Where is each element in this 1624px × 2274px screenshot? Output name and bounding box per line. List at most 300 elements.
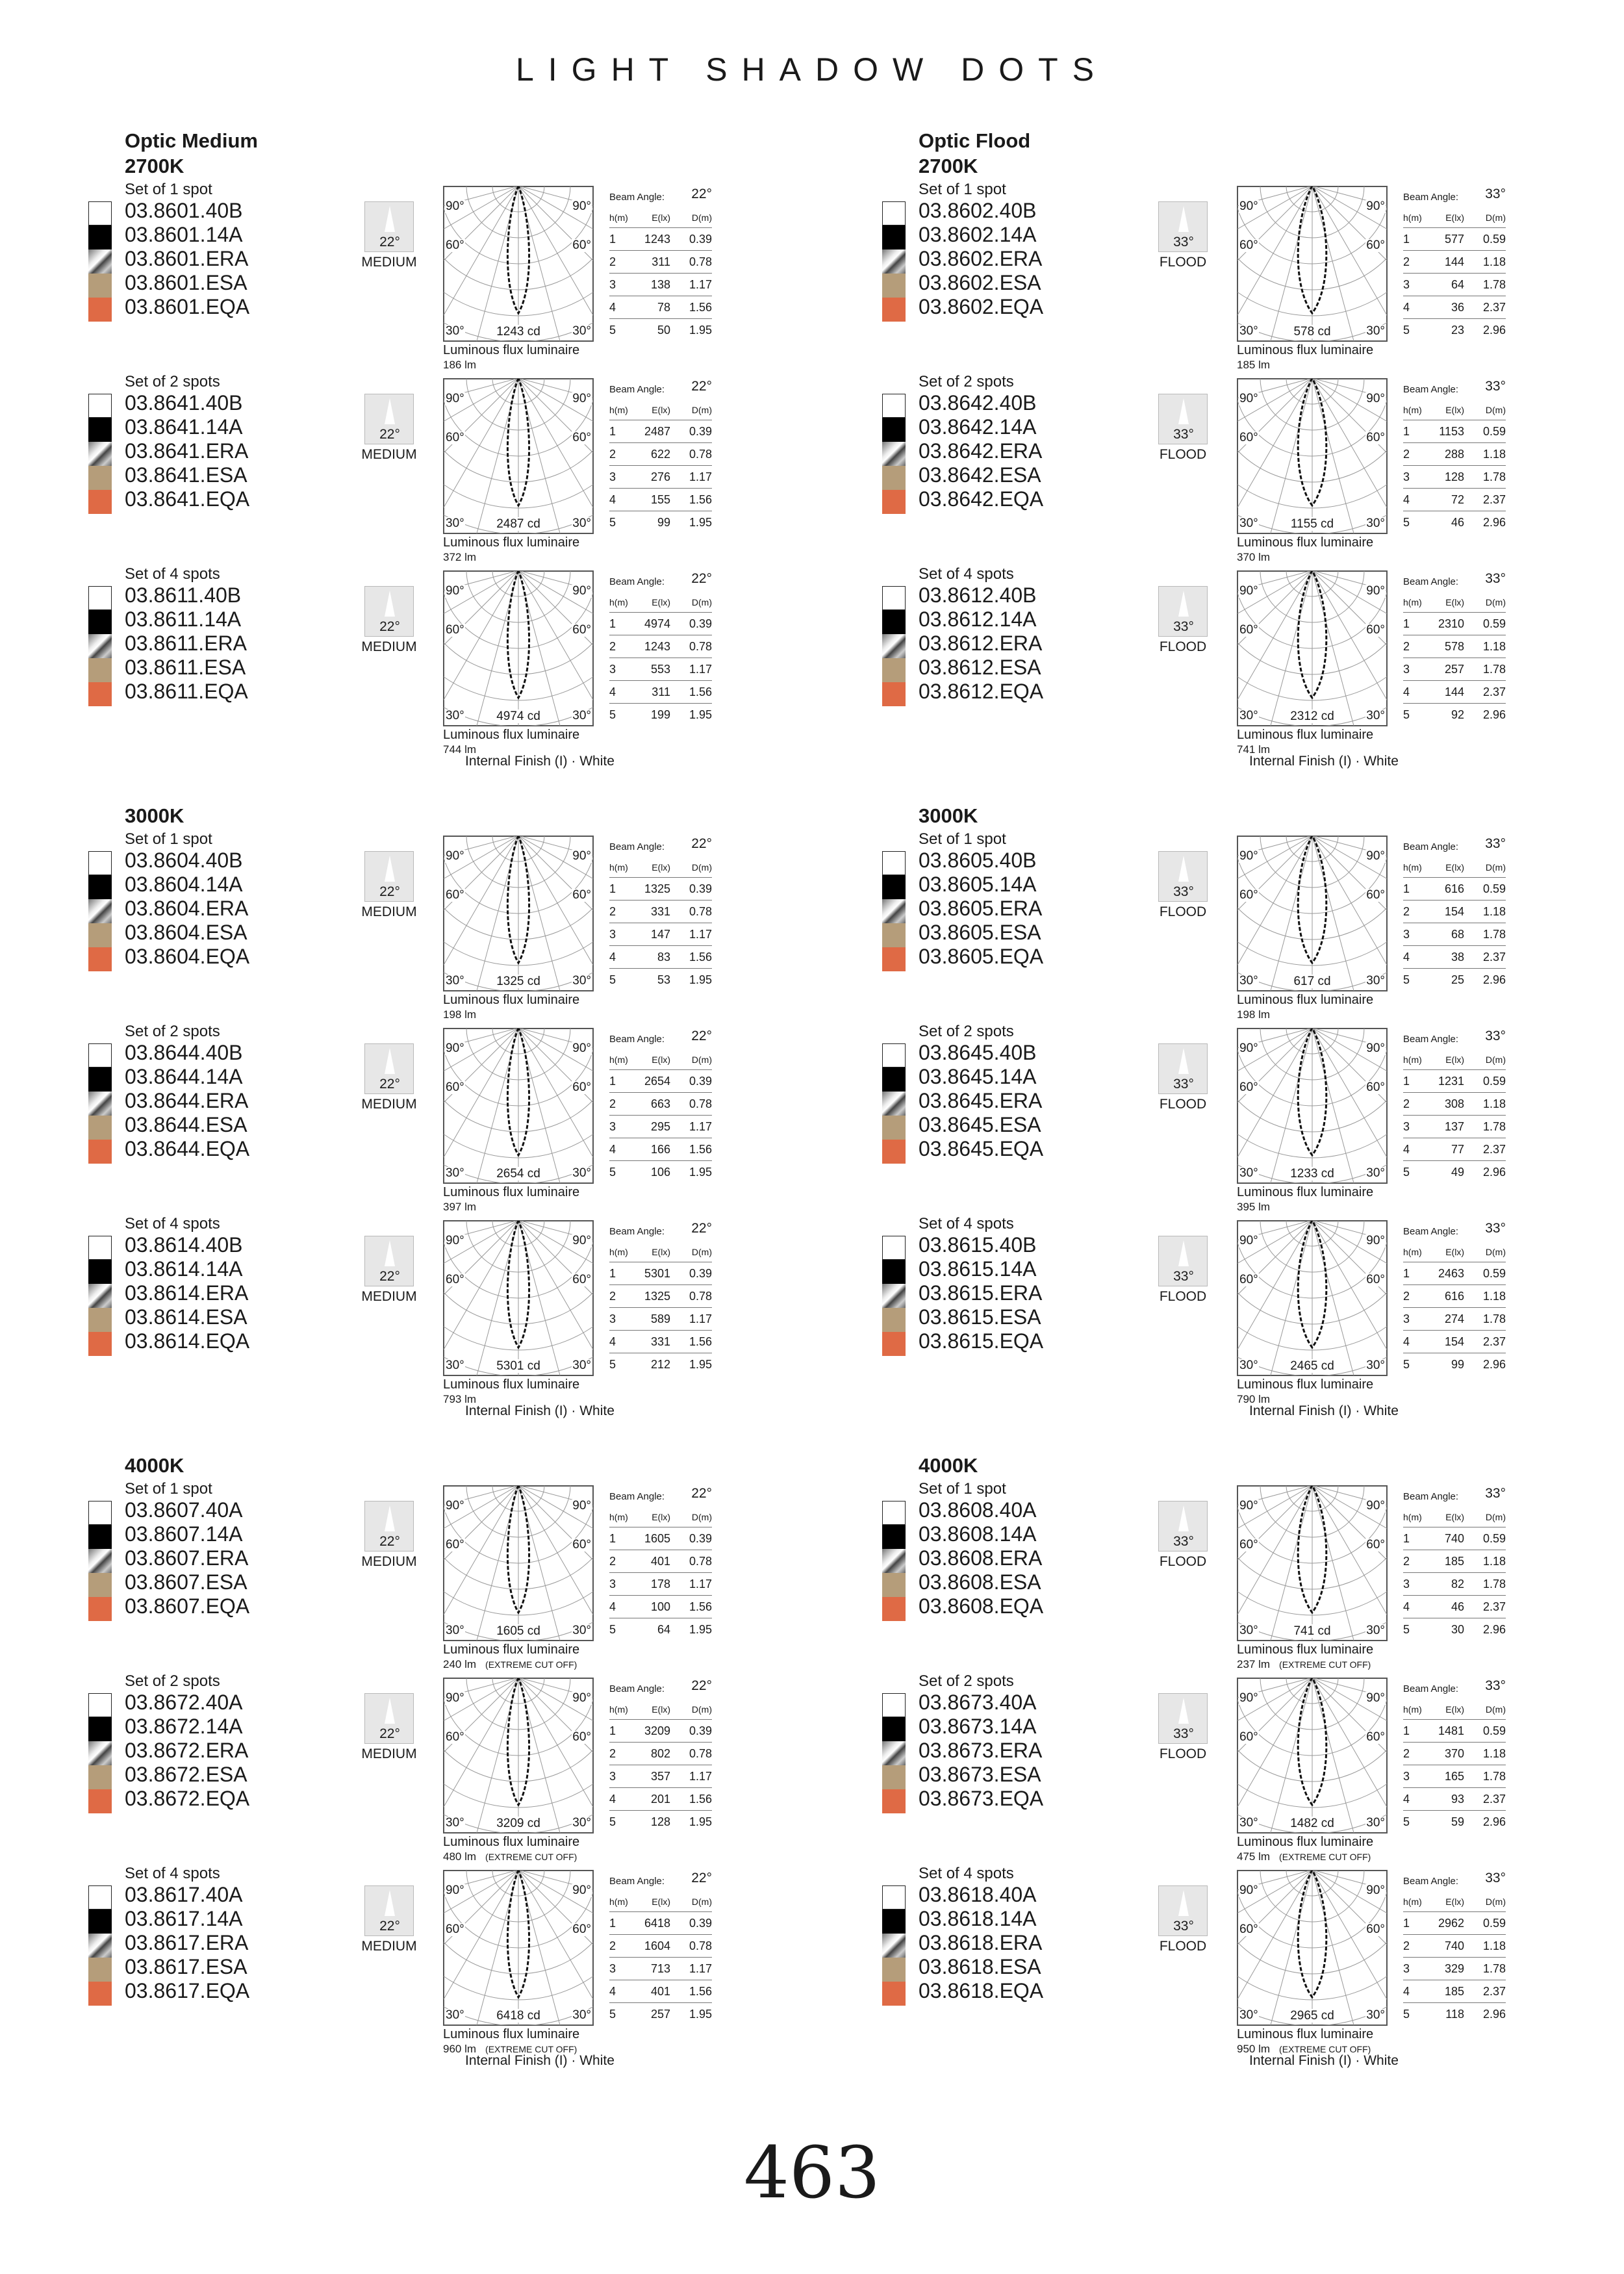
finish-chrome-swatch xyxy=(882,1092,906,1116)
cell-diameter: 0.78 xyxy=(689,905,712,918)
column-header-e: E(lx) xyxy=(1445,1054,1464,1065)
polar-angle-label: 30° xyxy=(446,2008,464,2022)
internal-finish-note: Internal Finish (I) · White xyxy=(1249,2053,1399,2068)
cell-diameter: 0.78 xyxy=(689,1939,712,1952)
finish-gold-swatch xyxy=(882,1958,906,1982)
finish-swatches xyxy=(88,1236,112,1356)
table-row xyxy=(609,1811,712,1833)
product-code: 03.8602.EQA xyxy=(919,295,1044,318)
cell-height: 5 xyxy=(1403,1166,1410,1179)
cell-height: 3 xyxy=(609,278,616,291)
polar-angle-label: 90° xyxy=(1239,392,1258,405)
cell-diameter: 2.37 xyxy=(1482,1600,1506,1613)
cell-illuminance: 311 xyxy=(652,685,670,698)
cell-illuminance: 128 xyxy=(1444,470,1464,483)
polar-angle-label: 30° xyxy=(572,1166,591,1180)
polar-diagram xyxy=(1237,1028,1388,1184)
product-codes xyxy=(125,1233,249,1353)
polar-angle-label: 30° xyxy=(572,2008,591,2022)
cell-illuminance: 370 xyxy=(1444,1747,1464,1760)
polar-angle-label: 30° xyxy=(1366,1816,1385,1830)
table-row xyxy=(609,1070,712,1093)
polar-grid xyxy=(1237,570,1388,726)
product-code: 03.8602.14A xyxy=(919,223,1037,246)
table-row xyxy=(1403,1116,1506,1138)
product-codes xyxy=(125,391,249,511)
cell-illuminance: 72 xyxy=(1451,493,1464,506)
cell-illuminance: 357 xyxy=(650,1770,670,1783)
luminous-flux-value xyxy=(443,1008,476,1021)
finish-chrome-swatch xyxy=(88,1284,112,1308)
finish-black-swatch xyxy=(88,1067,112,1092)
cell-height: 2 xyxy=(609,640,616,653)
finish-orange-swatch xyxy=(88,490,112,514)
polar-angle-label: 90° xyxy=(446,1884,464,1897)
cell-illuminance: 64 xyxy=(1451,278,1464,291)
beam-icon-angle: 22° xyxy=(379,1919,400,1934)
polar-angle-label: 90° xyxy=(572,584,591,598)
light-cone-icon xyxy=(1178,398,1189,424)
luminous-flux-value xyxy=(1237,1850,1371,1863)
cell-diameter: 1.56 xyxy=(689,685,712,698)
finish-gold-swatch xyxy=(882,1116,906,1140)
peak-candela xyxy=(1237,2009,1388,2023)
product-code: 03.8607.ESA xyxy=(125,1570,247,1594)
cell-diameter: 1.95 xyxy=(689,1623,712,1636)
beam-angle-row xyxy=(609,378,712,400)
beam-icon-angle: 33° xyxy=(1173,1726,1194,1741)
cell-height: 1 xyxy=(1403,882,1410,895)
table-row xyxy=(609,251,712,274)
product-code: 03.8673.EQA xyxy=(919,1787,1044,1810)
finish-chrome-swatch xyxy=(88,1741,112,1765)
finish-orange-swatch xyxy=(882,1140,906,1164)
finish-white-swatch xyxy=(882,1501,906,1525)
polar-angle-label: 90° xyxy=(1366,849,1385,863)
spot-set-group xyxy=(36,1672,842,1867)
table-row xyxy=(1403,1912,1506,1935)
cell-diameter: 1.17 xyxy=(689,470,712,483)
spot-set-group xyxy=(830,565,1624,760)
cell-diameter: 1.78 xyxy=(1482,1962,1506,1975)
beam-angle-value: 33° xyxy=(1485,1221,1506,1236)
table-row xyxy=(609,1116,712,1138)
polar-angle-label: 60° xyxy=(572,1730,591,1744)
column-header-e: E(lx) xyxy=(1445,597,1464,607)
polar-angle-label: 30° xyxy=(446,517,464,530)
luminous-flux-value xyxy=(1237,1008,1270,1021)
cell-illuminance: 166 xyxy=(650,1143,670,1156)
cell-illuminance: 68 xyxy=(1451,928,1464,941)
luminous-flux-label: Luminous flux luminaire xyxy=(1237,535,1374,550)
product-code: 03.8607.40A xyxy=(125,1498,243,1522)
product-code: 03.8614.ESA xyxy=(125,1305,247,1329)
beam-angle-value: 33° xyxy=(1485,186,1506,201)
cell-diameter: 2.37 xyxy=(1482,685,1506,698)
spot-set-group xyxy=(36,1023,842,1218)
peak-candela xyxy=(1237,1817,1388,1831)
finish-chrome-swatch xyxy=(88,1549,112,1573)
light-cone-icon xyxy=(385,1505,395,1531)
table-row xyxy=(609,1161,712,1183)
polar-diagram xyxy=(1237,378,1388,534)
polar-diagram xyxy=(443,1485,594,1641)
color-temperature-title: 3000K xyxy=(125,804,184,827)
cell-diameter: 1.56 xyxy=(689,301,712,314)
polar-angle-label: 30° xyxy=(572,1624,591,1637)
peak-candela xyxy=(443,1167,594,1181)
product-code: 03.8614.ERA xyxy=(125,1281,249,1305)
table-row xyxy=(1403,251,1506,274)
cell-height: 2 xyxy=(609,1097,616,1110)
page-title: LIGHT SHADOW DOTS xyxy=(515,51,1108,88)
finish-orange-swatch xyxy=(88,947,112,971)
cell-diameter: 1.78 xyxy=(1482,1120,1506,1133)
column-header-h: h(m) xyxy=(1403,597,1422,607)
luminous-flux-label: Luminous flux luminaire xyxy=(1237,1377,1374,1392)
column-header-e: E(lx) xyxy=(1445,212,1464,223)
cell-illuminance: 274 xyxy=(1444,1312,1464,1325)
cell-height: 1 xyxy=(1403,617,1410,630)
cell-diameter: 1.56 xyxy=(689,493,712,506)
cut-off-note: (EXTREME CUT OFF) xyxy=(1279,1659,1371,1670)
luminous-flux-lm: 198 lm xyxy=(1237,1008,1271,1021)
cell-diameter: 2.37 xyxy=(1482,1985,1506,1998)
column-header-e: E(lx) xyxy=(1445,1704,1464,1715)
table-row xyxy=(1403,969,1506,991)
beam-icon-angle: 22° xyxy=(379,1726,400,1741)
column-header-h: h(m) xyxy=(1403,1704,1422,1715)
product-code: 03.8641.ESA xyxy=(125,463,247,487)
peak-candela-value: 3209 cd xyxy=(496,1817,540,1830)
cell-illuminance: 178 xyxy=(650,1578,670,1591)
table-row xyxy=(1403,2003,1506,2025)
finish-orange-swatch xyxy=(88,1597,112,1621)
cell-height: 3 xyxy=(1403,928,1410,941)
polar-angle-label: 30° xyxy=(1366,974,1385,988)
spot-set-group xyxy=(830,1865,1624,2060)
finish-gold-swatch xyxy=(88,1308,112,1332)
finish-swatches xyxy=(882,586,906,706)
cell-diameter: 2.37 xyxy=(1482,1793,1506,1806)
column-header-e: E(lx) xyxy=(652,1054,670,1065)
peak-candela-value: 1243 cd xyxy=(496,325,540,339)
beam-icon-angle: 22° xyxy=(379,1077,400,1092)
finish-chrome-swatch xyxy=(88,1934,112,1958)
polar-angle-label: 90° xyxy=(446,1234,464,1247)
column-header-h: h(m) xyxy=(609,405,628,415)
peak-candela-value: 4974 cd xyxy=(496,709,540,723)
polar-grid xyxy=(443,1028,594,1184)
beam-angle-label: Beam Angle: xyxy=(1403,841,1459,852)
product-code: 03.8614.EQA xyxy=(125,1329,250,1353)
cell-height: 1 xyxy=(1403,425,1410,438)
set-label: Set of 2 spots xyxy=(919,1023,1014,1040)
product-codes xyxy=(125,1883,249,2003)
finish-orange-swatch xyxy=(88,1789,112,1813)
product-code: 03.8672.EQA xyxy=(125,1787,250,1810)
beam-angle-row xyxy=(1403,1870,1506,1892)
table-row xyxy=(609,296,712,319)
beam-icon-angle: 33° xyxy=(1173,884,1194,899)
finish-chrome-swatch xyxy=(88,249,112,274)
cell-height: 1 xyxy=(609,882,616,895)
polar-angle-label: 30° xyxy=(446,1816,464,1830)
polar-angle-label: 90° xyxy=(1239,1499,1258,1513)
table-row xyxy=(1403,1308,1506,1331)
finish-white-swatch xyxy=(88,1043,112,1067)
beam-angle-value: 33° xyxy=(1485,836,1506,851)
column-header-e: E(lx) xyxy=(1445,405,1464,415)
beam-angle-value: 22° xyxy=(691,1871,712,1885)
table-row xyxy=(609,1331,712,1353)
cell-height: 4 xyxy=(1403,1335,1410,1348)
finish-gold-swatch xyxy=(882,1308,906,1332)
table-row xyxy=(1403,1720,1506,1743)
polar-angle-label: 30° xyxy=(572,324,591,338)
cell-diameter: 1.18 xyxy=(1482,1097,1506,1110)
beam-icon xyxy=(1158,586,1208,637)
beam-type-label: FLOOD xyxy=(1159,447,1207,462)
column-header-d: D(m) xyxy=(1485,405,1506,415)
cell-height: 2 xyxy=(1403,640,1410,653)
column-header-d: D(m) xyxy=(691,862,712,873)
illuminance-table xyxy=(1403,1485,1506,1641)
light-cone-icon xyxy=(1178,856,1189,882)
peak-candela xyxy=(443,517,594,531)
cell-height: 4 xyxy=(1403,1600,1410,1613)
cut-off-note: (EXTREME CUT OFF) xyxy=(1279,1852,1371,1862)
polar-angle-label: 90° xyxy=(1366,584,1385,598)
column-header-h: h(m) xyxy=(609,1247,628,1257)
luminous-flux-lm: 960 lm xyxy=(443,2043,477,2055)
polar-angle-label: 60° xyxy=(1366,623,1385,637)
table-header xyxy=(1403,1700,1506,1720)
peak-candela-value: 1605 cd xyxy=(496,1624,540,1638)
finish-chrome-swatch xyxy=(882,634,906,658)
cell-diameter: 2.96 xyxy=(1482,2008,1506,2021)
product-code: 03.8641.ERA xyxy=(125,439,249,463)
cell-height: 1 xyxy=(609,1532,616,1545)
table-row xyxy=(609,704,712,726)
cell-diameter: 1.95 xyxy=(689,324,712,337)
beam-type-label: FLOOD xyxy=(1159,1097,1207,1112)
spot-set-group xyxy=(830,1480,1624,1675)
table-row xyxy=(609,658,712,681)
cell-illuminance: 1243 xyxy=(644,640,670,653)
column-header-h: h(m) xyxy=(1403,405,1422,415)
finish-white-swatch xyxy=(88,1501,112,1525)
cell-height: 2 xyxy=(1403,1290,1410,1303)
product-code: 03.8618.ERA xyxy=(919,1931,1043,1954)
finish-white-swatch xyxy=(882,851,906,875)
cell-diameter: 1.18 xyxy=(1482,905,1506,918)
cell-height: 4 xyxy=(609,951,616,964)
table-row xyxy=(1403,489,1506,511)
cell-illuminance: 616 xyxy=(1444,882,1464,895)
polar-grid xyxy=(1237,1220,1388,1376)
table-row xyxy=(609,2003,712,2025)
cell-height: 3 xyxy=(1403,1962,1410,1975)
cell-illuminance: 589 xyxy=(650,1312,670,1325)
cell-diameter: 2.37 xyxy=(1482,951,1506,964)
cell-illuminance: 30 xyxy=(1451,1623,1464,1636)
cell-diameter: 1.18 xyxy=(1482,1747,1506,1760)
beam-angle-label: Beam Angle: xyxy=(1403,576,1459,587)
polar-angle-label: 60° xyxy=(1239,238,1258,252)
finish-white-swatch xyxy=(882,201,906,225)
polar-grid xyxy=(443,570,594,726)
polar-angle-label: 60° xyxy=(1239,623,1258,637)
product-code: 03.8618.EQA xyxy=(919,1979,1044,2002)
cell-illuminance: 165 xyxy=(1444,1770,1464,1783)
polar-grid xyxy=(1237,186,1388,342)
column-header-d: D(m) xyxy=(1485,1704,1506,1715)
polar-grid xyxy=(1237,378,1388,534)
spot-set-group xyxy=(830,181,1624,376)
polar-angle-label: 30° xyxy=(446,1359,464,1372)
cell-diameter: 1.18 xyxy=(1482,640,1506,653)
beam-angle-row xyxy=(1403,836,1506,858)
table-row xyxy=(609,274,712,296)
cell-illuminance: 36 xyxy=(1451,301,1464,314)
cell-diameter: 2.37 xyxy=(1482,1335,1506,1348)
beam-angle-value: 22° xyxy=(691,1028,712,1043)
product-code: 03.8601.ESA xyxy=(125,271,247,294)
cell-diameter: 2.37 xyxy=(1482,1143,1506,1156)
beam-angle-label: Beam Angle: xyxy=(609,576,665,587)
finish-black-swatch xyxy=(882,1525,906,1549)
product-code: 03.8644.EQA xyxy=(125,1137,250,1160)
table-row xyxy=(609,489,712,511)
table-row xyxy=(609,1093,712,1116)
set-label: Set of 1 spot xyxy=(125,830,212,848)
finish-gold-swatch xyxy=(88,466,112,490)
cell-height: 4 xyxy=(1403,493,1410,506)
finish-swatches xyxy=(88,1885,112,2006)
beam-angle-row xyxy=(609,836,712,858)
cell-diameter: 0.39 xyxy=(689,1532,712,1545)
finish-gold-swatch xyxy=(88,1765,112,1789)
finish-orange-swatch xyxy=(882,1982,906,2006)
polar-angle-label: 60° xyxy=(1239,1923,1258,1936)
cell-height: 5 xyxy=(609,708,616,721)
illuminance-table xyxy=(1403,570,1506,726)
table-row xyxy=(609,443,712,466)
table-row xyxy=(609,1958,712,1980)
column-header-d: D(m) xyxy=(691,1704,712,1715)
cell-illuminance: 199 xyxy=(650,708,670,721)
cell-height: 3 xyxy=(1403,1578,1410,1591)
cell-illuminance: 401 xyxy=(650,1555,670,1568)
beam-type-label: FLOOD xyxy=(1159,1746,1207,1761)
polar-angle-label: 60° xyxy=(446,1273,464,1286)
beam-angle-value: 22° xyxy=(691,571,712,586)
polar-angle-label: 30° xyxy=(446,974,464,988)
column-header-d: D(m) xyxy=(691,1247,712,1257)
column-header-d: D(m) xyxy=(1485,1054,1506,1065)
cell-diameter: 0.39 xyxy=(689,882,712,895)
column-header-e: E(lx) xyxy=(652,212,670,223)
beam-angle-value: 33° xyxy=(1485,1486,1506,1501)
polar-angle-label: 60° xyxy=(1366,1538,1385,1552)
finish-black-swatch xyxy=(882,610,906,634)
cell-height: 1 xyxy=(1403,1917,1410,1930)
luminous-flux-value xyxy=(1237,1201,1270,1214)
cell-illuminance: 2654 xyxy=(644,1075,670,1088)
finish-orange-swatch xyxy=(88,1982,112,2006)
cell-height: 1 xyxy=(609,1724,616,1737)
peak-candela xyxy=(443,2009,594,2023)
polar-angle-label: 90° xyxy=(572,1884,591,1897)
cell-diameter: 0.59 xyxy=(1482,425,1506,438)
beam-angle-row xyxy=(1403,378,1506,400)
luminous-flux-label: Luminous flux luminaire xyxy=(1237,2027,1374,2041)
column-header-d: D(m) xyxy=(1485,1247,1506,1257)
luminous-flux-label: Luminous flux luminaire xyxy=(1237,728,1374,742)
light-cone-icon xyxy=(1178,1240,1189,1266)
table-row xyxy=(609,1935,712,1958)
product-code: 03.8673.ERA xyxy=(919,1739,1043,1762)
column-header-d: D(m) xyxy=(1485,597,1506,607)
polar-angle-label: 60° xyxy=(572,431,591,444)
cell-height: 1 xyxy=(609,1267,616,1280)
cell-illuminance: 2962 xyxy=(1438,1917,1464,1930)
polar-angle-label: 30° xyxy=(1366,1624,1385,1637)
table-row xyxy=(609,681,712,704)
cell-illuminance: 2310 xyxy=(1438,617,1464,630)
product-code: 03.8644.14A xyxy=(125,1065,243,1088)
table-row xyxy=(1403,1788,1506,1811)
cell-diameter: 1.18 xyxy=(1482,1939,1506,1952)
beam-angle-label: Beam Angle: xyxy=(1403,192,1459,203)
cell-height: 5 xyxy=(609,324,616,337)
column-header-h: h(m) xyxy=(609,212,628,223)
product-code: 03.8642.40B xyxy=(919,391,1037,415)
finish-white-swatch xyxy=(882,1236,906,1260)
illuminance-table xyxy=(609,570,712,726)
table-row xyxy=(609,613,712,635)
cell-height: 3 xyxy=(609,1770,616,1783)
polar-grid xyxy=(1237,1870,1388,2026)
light-cone-icon xyxy=(1178,1890,1189,1916)
product-code: 03.8602.40B xyxy=(919,199,1037,222)
cell-height: 2 xyxy=(609,1939,616,1952)
beam-angle-row xyxy=(1403,1028,1506,1050)
finish-gold-swatch xyxy=(882,1573,906,1597)
illuminance-table xyxy=(609,836,712,991)
table-row xyxy=(609,1308,712,1331)
product-code: 03.8615.EQA xyxy=(919,1329,1044,1353)
cell-height: 4 xyxy=(1403,301,1410,314)
light-cone-icon xyxy=(1178,206,1189,232)
product-code: 03.8645.EQA xyxy=(919,1137,1044,1160)
finish-gold-swatch xyxy=(88,274,112,298)
luminous-flux-lm: 198 lm xyxy=(443,1008,477,1021)
finish-swatches xyxy=(88,851,112,971)
cell-illuminance: 1605 xyxy=(644,1532,670,1545)
internal-finish-note: Internal Finish (I) · White xyxy=(1249,1403,1399,1418)
cell-illuminance: 740 xyxy=(1444,1939,1464,1952)
illuminance-table xyxy=(1403,1220,1506,1375)
finish-black-swatch xyxy=(88,1910,112,1934)
cell-illuminance: 128 xyxy=(650,1815,670,1828)
cell-diameter: 0.59 xyxy=(1482,882,1506,895)
illuminance-table xyxy=(609,1220,712,1375)
product-code: 03.8614.14A xyxy=(125,1257,243,1281)
table-row xyxy=(1403,1765,1506,1788)
table-row xyxy=(609,901,712,923)
